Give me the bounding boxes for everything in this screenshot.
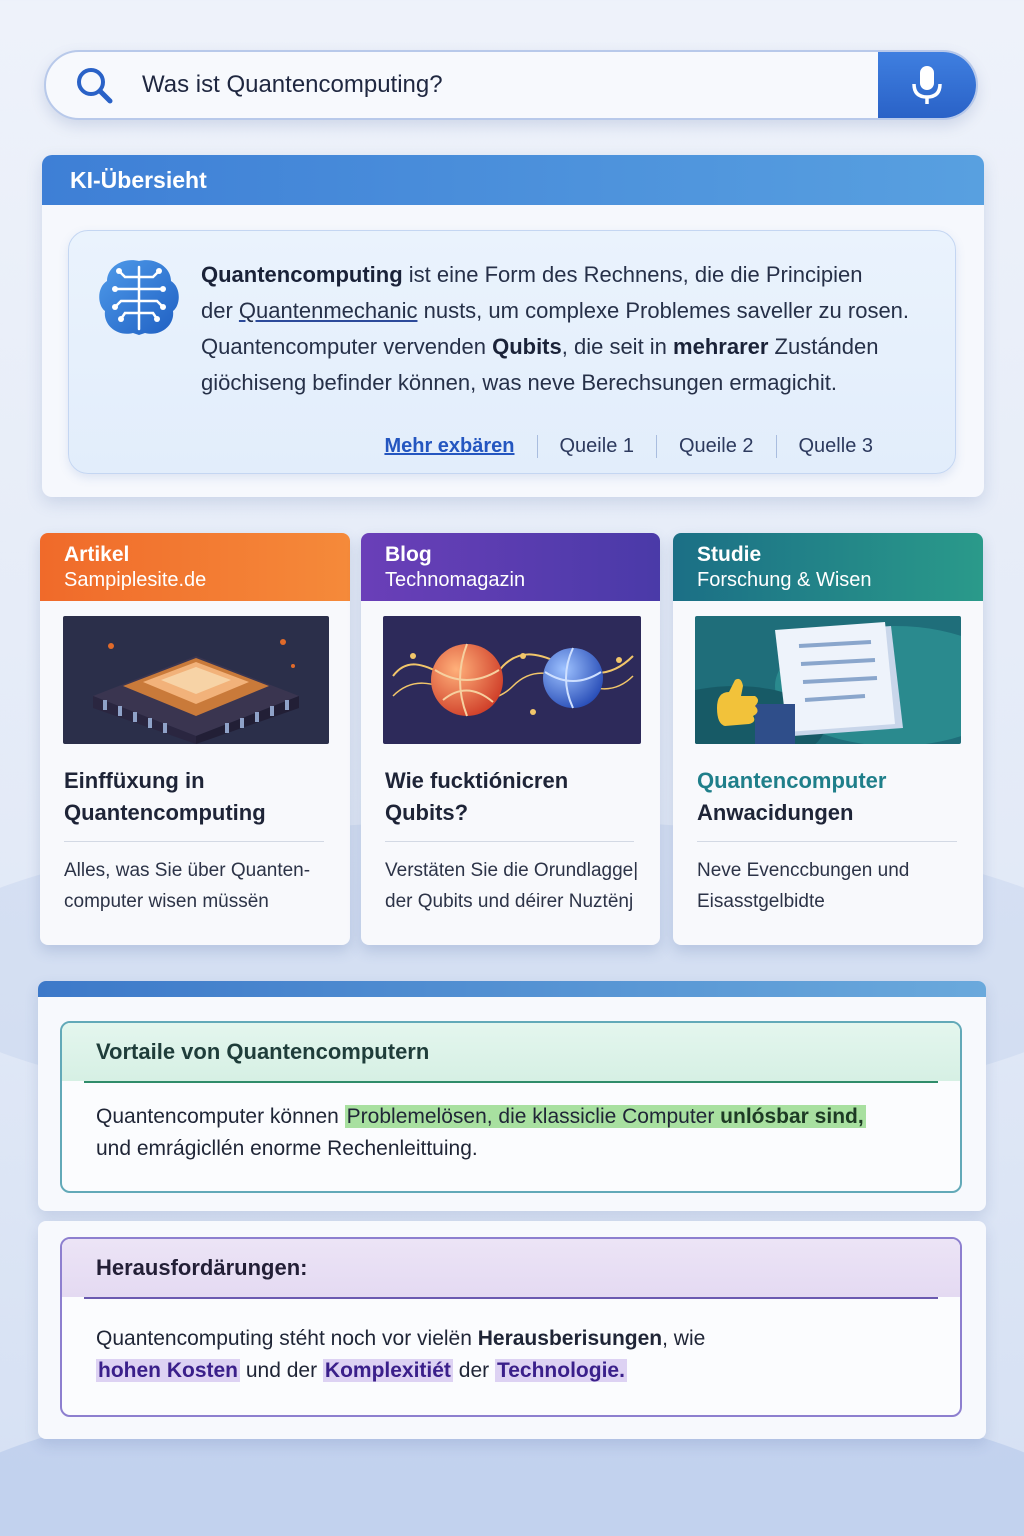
card-type: Studie: [697, 543, 762, 566]
quantenmechanic-link[interactable]: Quantenmechanic: [238, 298, 418, 323]
ai-overview-summary: Quantencomputing ist eine Form des Rechnens, die die Principien der Quantenmechanic nusts, um complexe Problemes saveller zu rosen. Quantencomputer vervenden Qubits, die seit in mehrarer Zustánden giöchiseng befinder können, was neve Berechsungen ermagichit.: [201, 262, 910, 395]
ai-overview-title: KI-Übersieht: [42, 155, 984, 205]
card-type: Artikel: [64, 543, 130, 566]
search-bar: [44, 50, 978, 120]
qubits-image: [383, 616, 641, 744]
benefits-title: Vortaile von Quantencomputern: [62, 1023, 960, 1081]
source-link-2[interactable]: Queile 2: [656, 435, 776, 458]
ai-overview-links: [69, 427, 955, 465]
card-title: Einffüxung in Quantencomputing: [64, 768, 266, 825]
card-title: Quantencomputer Anwacidungen: [697, 768, 887, 825]
quantum-chip-image: [63, 616, 329, 744]
microphone-icon: [909, 64, 945, 106]
card-divider: [64, 841, 324, 842]
search-input[interactable]: [142, 52, 878, 118]
challenges-text: Quantencomputing stéht noch vor vielën Herausberisungen, wie hohen Kosten und der Komplexitiét der Technologie.: [96, 1327, 706, 1382]
benefits-text: Quantencomputer können Problemelösen, die klassiclie Computer unlósbar sind, und emrágicllén enorme Rechenleittuing.: [96, 1105, 864, 1160]
benefits-panel: [38, 981, 986, 1211]
result-card-article[interactable]: [40, 533, 350, 945]
challenges-box: [60, 1237, 962, 1417]
card-divider: [697, 841, 957, 842]
result-card-blog[interactable]: [361, 533, 660, 945]
benefits-accent-strip: [38, 981, 986, 997]
learn-more-link[interactable]: Mehr exbären: [384, 434, 515, 457]
card-header: [673, 533, 983, 601]
card-header: [40, 533, 350, 601]
card-source: Sampiplesite.de: [64, 569, 207, 591]
benefits-box: [60, 1021, 962, 1193]
challenges-panel: [38, 1221, 986, 1439]
result-card-study[interactable]: [673, 533, 983, 945]
source-link-1[interactable]: Queile 1: [537, 435, 657, 458]
card-description: Verstäten Sie die Orundlagge| der Qubits und déirer Nuztënj: [385, 860, 639, 912]
card-header: [361, 533, 660, 601]
challenges-title: Herausfordärungen:: [62, 1239, 960, 1297]
card-source: Forschung & Wisen: [697, 569, 872, 591]
card-description: Alles, was Sie über Quanten- computer wisen müssën: [64, 860, 311, 912]
study-document-image: [695, 616, 961, 744]
benefits-divider: [84, 1081, 938, 1083]
ai-overview-card: [68, 230, 956, 474]
challenges-divider: [84, 1297, 938, 1299]
ai-overview-panel: [42, 155, 984, 497]
brain-icon: [93, 253, 185, 345]
microphone-button[interactable]: [878, 52, 976, 118]
card-description: Neve Evenccbungen und Eisasstgelbidte: [697, 860, 910, 912]
card-source: Technomagazin: [385, 569, 526, 591]
card-divider: [385, 841, 634, 842]
search-icon[interactable]: [46, 50, 142, 120]
card-title: Wie fucktiónicren Qubits?: [385, 768, 569, 825]
source-link-3[interactable]: Quelle 3: [776, 435, 896, 458]
card-type: Blog: [385, 543, 432, 566]
